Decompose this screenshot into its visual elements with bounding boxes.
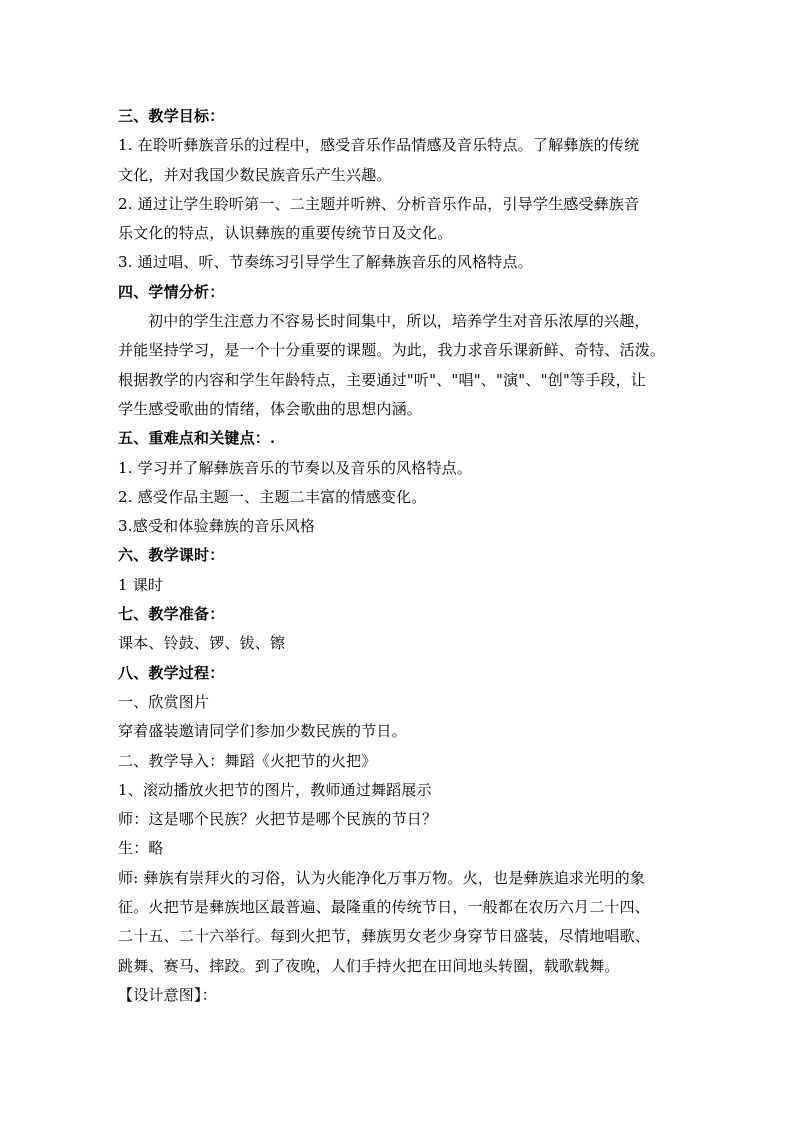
paragraph-line: 2. 通过让学生聆听第一、二主题并听辨、分析音乐作品，引导学生感受彝族音 bbox=[118, 194, 640, 213]
document-page bbox=[118, 102, 688, 1010]
paragraph-line: 课本、铃鼓、锣、钹、镲 bbox=[118, 634, 286, 653]
section-heading-goals: 三、教学目标： bbox=[118, 107, 225, 125]
paragraph-line: 师: 彝族有崇拜火的习俗，认为火能净化万事万物。火，也是彝族追求光明的象 bbox=[118, 868, 646, 887]
paragraph-line: 二十五、二十六举行。每到火把节，彝族男女老少身穿节日盛装，尽情地唱歌、 bbox=[118, 927, 651, 946]
paragraph-line: 【设计意图】： bbox=[118, 985, 217, 1004]
section-heading-hours: 六、教学课时： bbox=[118, 546, 225, 565]
paragraph-line: 3. 通过唱、听、节奏练习引导学生了解彝族音乐的风格特点。 bbox=[118, 253, 533, 272]
paragraph-line: 穿着盛装邀请同学们参加少数民族的节日。 bbox=[118, 722, 407, 741]
paragraph-line: 2. 感受作品主题一、主题二丰富的情感变化。 bbox=[118, 487, 427, 506]
section-heading-process: 八、教学过程： bbox=[118, 663, 225, 682]
section-heading-analysis: 四、学情分析： bbox=[118, 282, 225, 301]
paragraph-line: 1. 学习并了解彝族音乐的节奏以及音乐的风格特点。 bbox=[118, 458, 473, 477]
paragraph-line: 跳舞、赛马、摔跤。到了夜晚，人们手持火把在田间地头转圈，载歌载舞。 bbox=[118, 956, 620, 975]
paragraph-line: 征。火把节是彝族地区最普遍、最隆重的传统节日，一般都在农历六月二十四、 bbox=[118, 898, 651, 917]
paragraph-line: 3.感受和体验彝族的音乐风格 bbox=[118, 517, 316, 536]
paragraph-line: 并能坚持学习，是一个十分重要的课题。为此，我力求音乐课新鲜、奇特、活泼。 bbox=[118, 341, 666, 360]
paragraph-line: 生：略 bbox=[118, 839, 164, 858]
section-heading-keypoints: 五、重难点和关键点：. bbox=[118, 429, 276, 448]
section-heading-prep: 七、教学准备： bbox=[118, 605, 225, 624]
paragraph-line: 学生感受歌曲的情绪，体会歌曲的思想内涵。 bbox=[118, 399, 423, 418]
paragraph-line: 乐文化的特点，认识彝族的重要传统节日及文化。 bbox=[118, 224, 453, 243]
paragraph-line: 1. 在聆听彝族音乐的过程中，感受音乐作品情感及音乐特点。了解彝族的传统 bbox=[118, 136, 640, 155]
paragraph-line: 初中的学生注意力不容易长时间集中，所以，培养学生对音乐浓厚的兴趣， bbox=[148, 312, 650, 331]
paragraph-line: 根据教学的内容和学生年龄特点，主要通过"听"、"唱"、"演"、"创"等手段，让 bbox=[118, 370, 646, 389]
paragraph-line: 1、滚动播放火把节的图片，教师通过舞蹈展示 bbox=[118, 780, 432, 799]
paragraph-line: 二、教学导入：舞蹈《火把节的火把》 bbox=[118, 751, 377, 770]
paragraph-line: 文化，并对我国少数民族音乐产生兴趣。 bbox=[118, 165, 392, 184]
paragraph-line: 师：这是哪个民族？火把节是哪个民族的节日？ bbox=[118, 810, 438, 829]
paragraph-line: 1 课时 bbox=[118, 575, 164, 594]
paragraph-line: 一、欣赏图片 bbox=[118, 692, 210, 711]
